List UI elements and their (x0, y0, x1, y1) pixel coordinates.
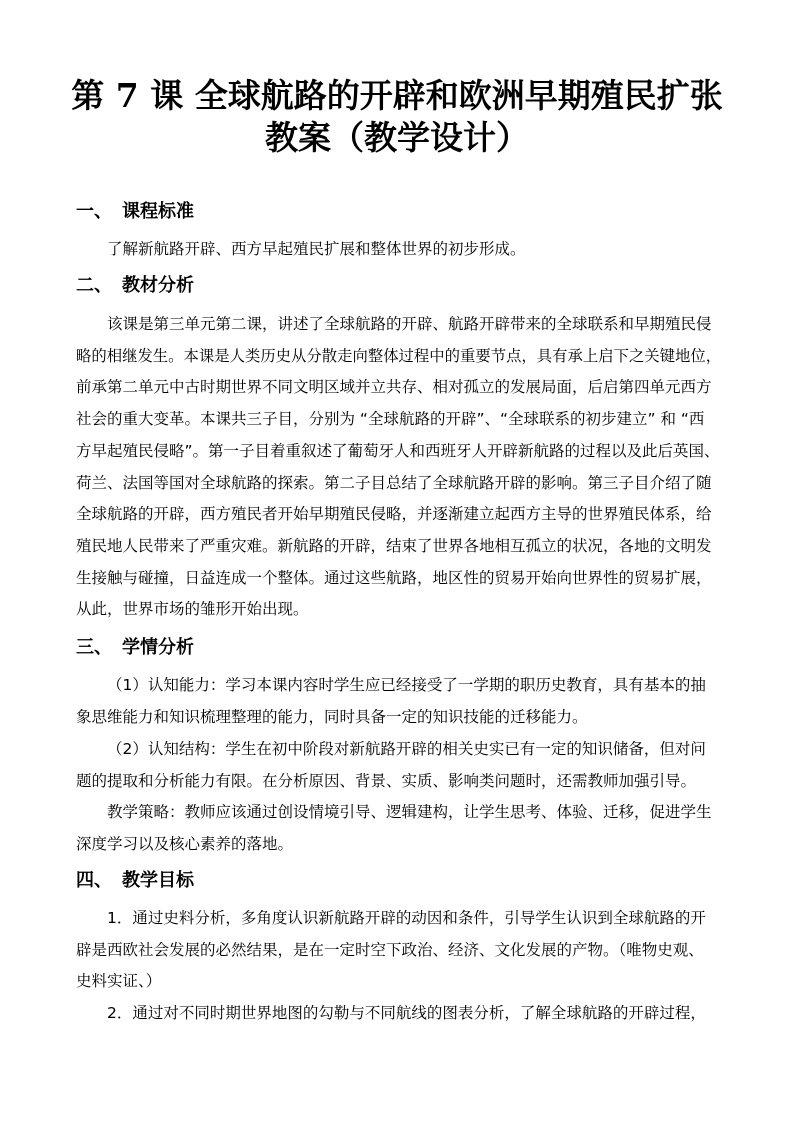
paragraph-line: 社会的重大变革。本课共三子目，分别为 “全球航路的开辟”、“全球联系的初步建立” 和 “西 (76, 410, 705, 429)
section-heading-learner-analysis (76, 636, 194, 660)
paragraph-line: （1）认知能力：学习本课内容时学生应已经接受了一学期的职历史教育，具有基本的抽 (107, 676, 706, 694)
paragraph-line: 殖民地人民带来了严重灾难。新航路的开辟，结束了世界各地相互孤立的状况，各地的文明发 (76, 536, 712, 555)
section-number: 一、 (76, 201, 112, 222)
section-heading-textbook-analysis (76, 274, 194, 298)
paragraph-line: 象思维能力和知识梳理整理的能力，同时具备一定的知识技能的迁移能力。 (76, 707, 588, 726)
paragraph-line: 教学策略：教师应该通过创设情境引导、逻辑建构，让学生思考、体验、迁移，促进学生 (107, 803, 712, 821)
paragraph-line: （2）认知结构：学生在初中阶段对新航路开辟的相关史实已有一定的知识储备，但对问 (107, 740, 706, 758)
paragraph-line: 从此，世界市场的雏形开始出现。 (76, 600, 309, 619)
paragraph-line: 略的相继发生。本课是人类历史从分散走向整体过程中的重要节点，具有承上启下之关键地位， (76, 346, 722, 365)
section-label: 教学目标 (122, 870, 194, 891)
document-title-line-2: 教案（教学设计） (265, 118, 529, 157)
section-label: 课程标准 (122, 201, 194, 222)
paragraph-line: 荷兰、法国等国对全球航路的探索。第二子目总结了全球航路开辟的影响。第三子目介绍了随 (76, 473, 712, 492)
paragraph-cognitive-structure (76, 734, 721, 797)
section-heading-teaching-objectives (76, 869, 194, 893)
document-title-line-1: 第 7 课 全球航路的开辟和欧洲早期殖民扩张 (71, 76, 723, 115)
paragraph-objective-1 (76, 903, 721, 998)
paragraph-line: 辟是西欧社会发展的必然结果，是在一定时空下政治、经济、文化发展的产物。（唯物史观、 (76, 940, 704, 959)
paragraph-cognitive-ability (76, 670, 721, 733)
paragraph-line: 史料实证、） (76, 972, 162, 991)
paragraph-line: 该课是第三单元第二课，讲述了全球航路的开辟、航路开辟带来的全球联系和早期殖民侵 (107, 315, 712, 333)
section-number: 四、 (76, 870, 112, 891)
paragraph-line: 前承第二单元中古时期世界不同文明区域并立共存、相对孤立的发展局面，后启第四单元西方 (76, 378, 712, 397)
paragraph-line: 1．通过史料分析，多角度认识新航路开辟的动因和条件，引导学生认识到全球航路的开 (107, 909, 706, 927)
section-label: 教材分析 (122, 275, 194, 296)
paragraph-line: 生接触与碰撞，日益连成一个整体。通过这些航路，地区性的贸易开始向世界性的贸易扩展， (76, 568, 712, 587)
section-heading-curriculum-standard (76, 200, 194, 224)
paragraph-line: 全球航路的开辟，西方殖民者开始早期殖民侵略，并逐渐建立起西方主导的世界殖民体系，给 (76, 505, 712, 524)
paragraph-teaching-strategy (76, 797, 721, 860)
paragraph-objective-2 (76, 998, 721, 1030)
paragraph-line: 方早起殖民侵略”。第一子目着重叙述了葡萄牙人和西班牙人开辟新航路的过程以及此后英国、 (76, 441, 720, 460)
paragraph-line: 2．通过对不同时期世界地图的勾勒与不同航线的图表分析，了解全球航路的开辟过程， (107, 1004, 706, 1022)
section-number: 三、 (76, 637, 112, 658)
paragraph-curriculum-standard (76, 234, 721, 266)
section-label: 学情分析 (122, 637, 194, 658)
paragraph-line: 深度学习以及核心素养的落地。 (76, 834, 294, 853)
paragraph-line: 了解新航路开辟、西方早起殖民扩展和整体世界的初步形成。 (107, 240, 526, 258)
paragraph-textbook-analysis (76, 309, 721, 626)
section-number: 二、 (76, 275, 112, 296)
paragraph-line: 题的提取和分析能力有限。在分析原因、背景、实质、影响类问题时，还需教师加强引导。 (76, 771, 697, 790)
